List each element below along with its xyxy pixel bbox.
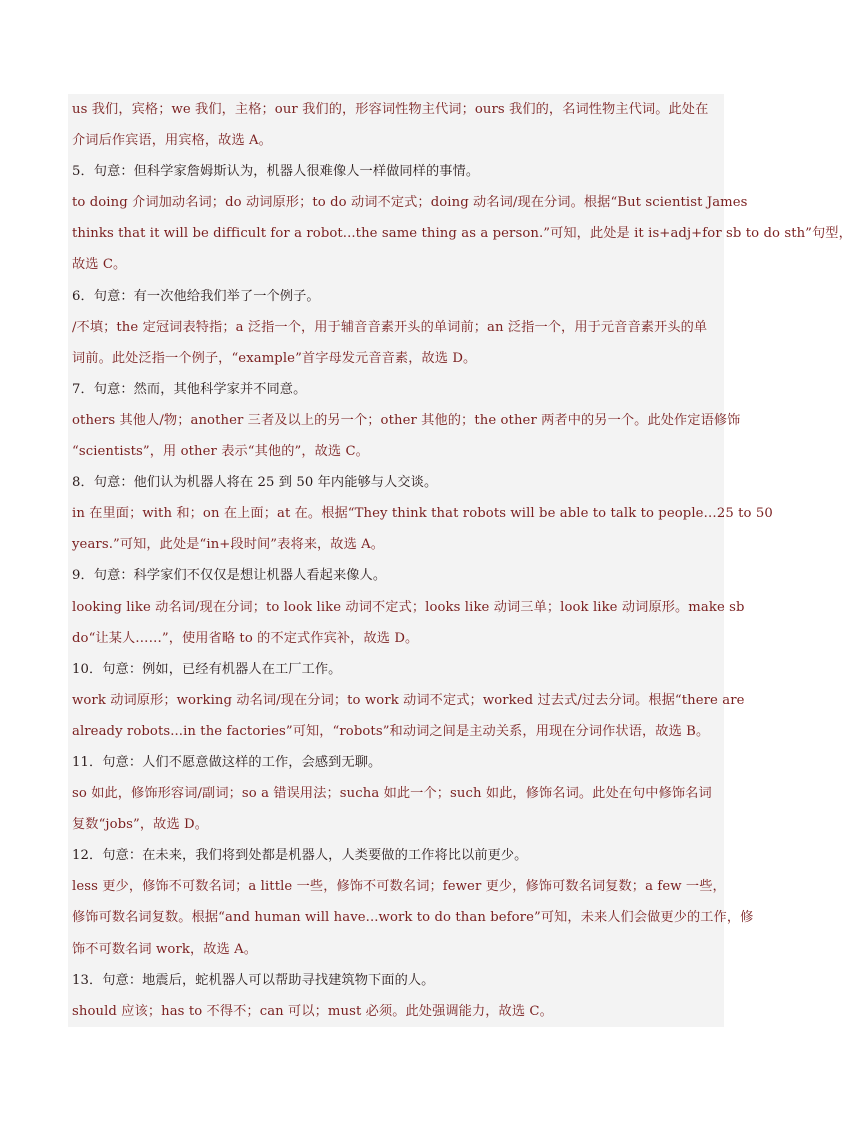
explanation-line: 复数“jobs”，故选 D。 [72,817,209,833]
question-heading: 7．句意：然而，其他科学家并不同意。 [72,381,307,397]
question-heading: 8．句意：他们认为机器人将在 25 到 50 年内能够与人交谈。 [72,475,438,491]
explanation-line: to doing 介词加动名词；do 动词原形；to do 动词不定式；doing 动名词/现在分词。根据“But scientist James [72,195,748,211]
question-heading: 11．句意：人们不愿意做这样的工作，会感到无聊。 [72,754,382,770]
explanation-line: thinks that it will be difficult for a robot...the same thing as a person.”可知，此处是 it is+adj+for sb to do sth”句型， [72,226,852,242]
explanation-line: should 应该；has to 不得不；can 可以；must 必须。此处强调能力，故选 C。 [72,1003,553,1019]
explanation-line: already robots...in the factories”可知，“robots”和动词之间是主动关系，用现在分词作状语，故选 B。 [72,723,710,739]
explanation-line: looking like 动名词/现在分词；to look like 动词不定式；looks like 动词三单；look like 动词原形。make sb [72,599,745,615]
explanation-line: 词前。此处泛指一个例子，“example”首字母发元音音素，故选 D。 [72,350,477,366]
explanation-line: others 其他人/物；another 三者及以上的另一个；other 其他的；the other 两者中的另一个。此处作定语修饰 [72,412,741,428]
explanation-line: work 动词原形；working 动名词/现在分词；to work 动词不定式；worked 过去式/过去分词。根据“there are [72,692,745,708]
answer-explanations [68,94,852,1027]
question-heading: 13．句意：地震后，蛇机器人可以帮助寻找建筑物下面的人。 [72,972,435,988]
explanation-line: in 在里面；with 和；on 在上面；at 在。根据“They think that robots will be able to talk to people…25 to 50 [72,506,773,522]
explanation-line: us 我们，宾格；we 我们，主格；our 我们的，形容词性物主代词；ours 我们的，名词性物主代词。此处在 [72,102,709,117]
question-heading: 10．句意：例如，已经有机器人在工厂工作。 [72,661,342,677]
question-heading: 9．句意：科学家们不仅仅是想让机器人看起来像人。 [72,568,387,584]
explanation-line: so 如此，修饰形容词/副词；so a 错误用法；sucha 如此一个；such 如此，修饰名词。此处在句中修饰名词 [72,786,712,802]
question-heading: 12．句意：在未来，我们将到处都是机器人，人类要做的工作将比以前更少。 [72,848,528,864]
explanation-line: do“让某人……”，使用省略 to 的不定式作宾补，故选 D。 [72,630,419,646]
explanation-line: 饰不可数名词 work，故选 A。 [72,941,258,957]
explanation-line: 故选 C。 [72,257,127,273]
explanation-line: less 更少，修饰不可数名词；a little 一些，修饰不可数名词；fewer 更少，修饰可数名词复数；a few 一些， [72,879,726,895]
explanation-line: “scientists”，用 other 表示“其他的”，故选 C。 [72,444,369,460]
question-heading: 6．句意：有一次他给我们举了一个例子。 [72,288,320,304]
question-heading: 5．句意：但科学家詹姆斯认为，机器人很难像人一样做同样的事情。 [72,164,480,180]
explanation-line: years.”可知，此处是“in+段时间”表将来，故选 A。 [72,537,385,553]
explanation-line: /不填；the 定冠词表特指；a 泛指一个，用于辅音音素开头的单词前；an 泛指一个，用于元音音素开头的单 [72,319,708,335]
explanation-line: 介词后作宾语，用宾格，故选 A。 [72,133,272,149]
explanation-line: 修饰可数名词复数。根据“and human will have...work to do than before”可知，未来人们会做更少的工作，修 [72,910,754,926]
